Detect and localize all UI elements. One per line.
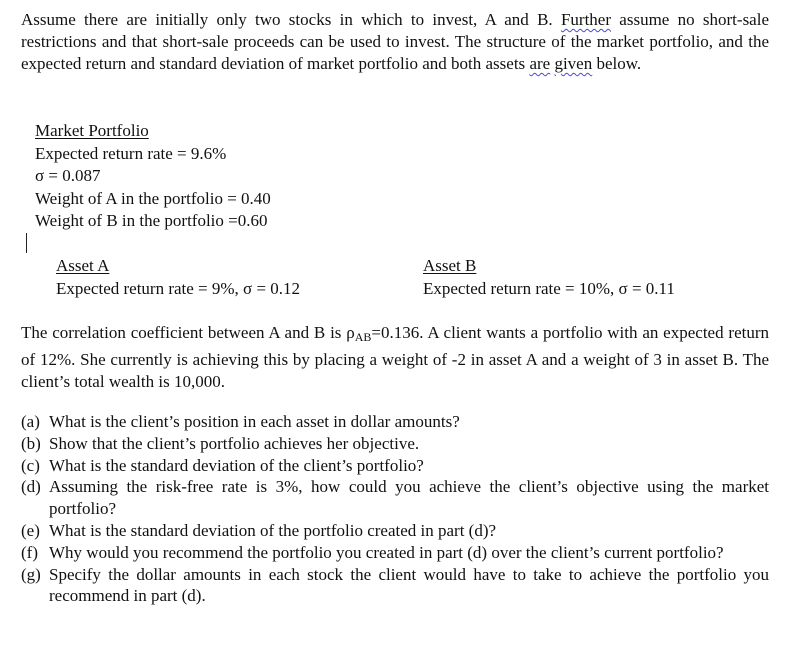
- question-text: Specify the dollar amounts in each stock the client would have to take to achieve the portfolio you recommend in part (d).: [49, 564, 769, 606]
- question-label: (c): [21, 455, 40, 475]
- market-portfolio-heading: Market Portfolio: [35, 121, 149, 140]
- question-text: What is the client’s position in each asset in dollar amounts?: [49, 412, 460, 431]
- asset-b-stats: Expected return rate = 10%, σ = 0.11: [423, 278, 675, 298]
- market-portfolio-section: [35, 120, 271, 233]
- question-list: [21, 411, 769, 607]
- question-text: Assuming the risk-free rate is 3%, how could you achieve the client’s objective using the market portfolio?: [49, 477, 769, 519]
- market-weight-a: Weight of A in the portfolio = 0.40: [35, 188, 271, 208]
- question-label: (a): [21, 412, 40, 431]
- question-item: [21, 542, 769, 564]
- intro-text-2: assume no short-sale restrictions and that short-sale proceeds can be used to invest. The structure of the market portfolio, and the expected return and standard deviation of market portfolio and both assets: [21, 10, 770, 73]
- weight-three: 3: [653, 349, 662, 369]
- intro-text-1: Assume there are initially only two stocks in which to invest, A and B.: [21, 10, 561, 29]
- question-label: (e): [21, 520, 40, 540]
- question-label: (b): [21, 433, 41, 453]
- intro-paragraph: [21, 9, 769, 75]
- question-item: [21, 411, 769, 433]
- question-text: Why would you recommend the portfolio you created in part (d) over the client’s current portfolio?: [49, 542, 724, 562]
- asset-b-section: [423, 255, 675, 300]
- spellcheck-word-given[interactable]: given: [554, 54, 593, 73]
- question-label: (f): [21, 542, 38, 562]
- correlation-text-1: The correlation coefficient between A and B is ρ: [21, 323, 355, 342]
- correlation-text-3: in asset B. The client’s total wealth is 10,000.: [21, 349, 769, 391]
- question-item: [21, 433, 769, 455]
- question-item: [21, 520, 769, 542]
- intro-text-3: below.: [592, 54, 642, 73]
- market-expected-return: Expected return rate = 9.6%: [35, 143, 227, 163]
- question-item: [21, 564, 769, 608]
- asset-a-stats: Expected return rate = 9%, σ = 0.12: [56, 278, 301, 298]
- text-cursor: [26, 233, 27, 253]
- asset-a-section: [56, 255, 300, 300]
- asset-a-heading: Asset A: [56, 256, 110, 275]
- question-label: (d): [21, 477, 41, 497]
- correlation-text-2: =0.136. A client wants a portfolio with an expected return of 12%. She currently is achieving this by placing a weight of -2 in asset A and a weight of: [21, 323, 769, 369]
- question-text: Show that the client’s portfolio achieves her objective.: [49, 433, 420, 453]
- correlation-paragraph: [21, 322, 769, 394]
- document-page: [21, 9, 769, 75]
- question-item: [21, 455, 769, 477]
- question-text: What is the standard deviation of the client’s portfolio?: [49, 455, 424, 475]
- correlation-subscript: AB: [354, 330, 372, 344]
- question-item: [21, 476, 769, 520]
- market-sigma: σ = 0.087: [35, 166, 101, 185]
- question-label: (g): [21, 564, 41, 584]
- asset-b-heading: Asset B: [423, 256, 477, 275]
- question-text: What is the standard deviation of the portfolio created in part (d)?: [49, 520, 497, 540]
- spellcheck-word-are[interactable]: are: [529, 54, 551, 73]
- market-weight-b: Weight of B in the portfolio =0.60: [35, 211, 268, 230]
- spellcheck-word-further[interactable]: Further: [560, 10, 612, 29]
